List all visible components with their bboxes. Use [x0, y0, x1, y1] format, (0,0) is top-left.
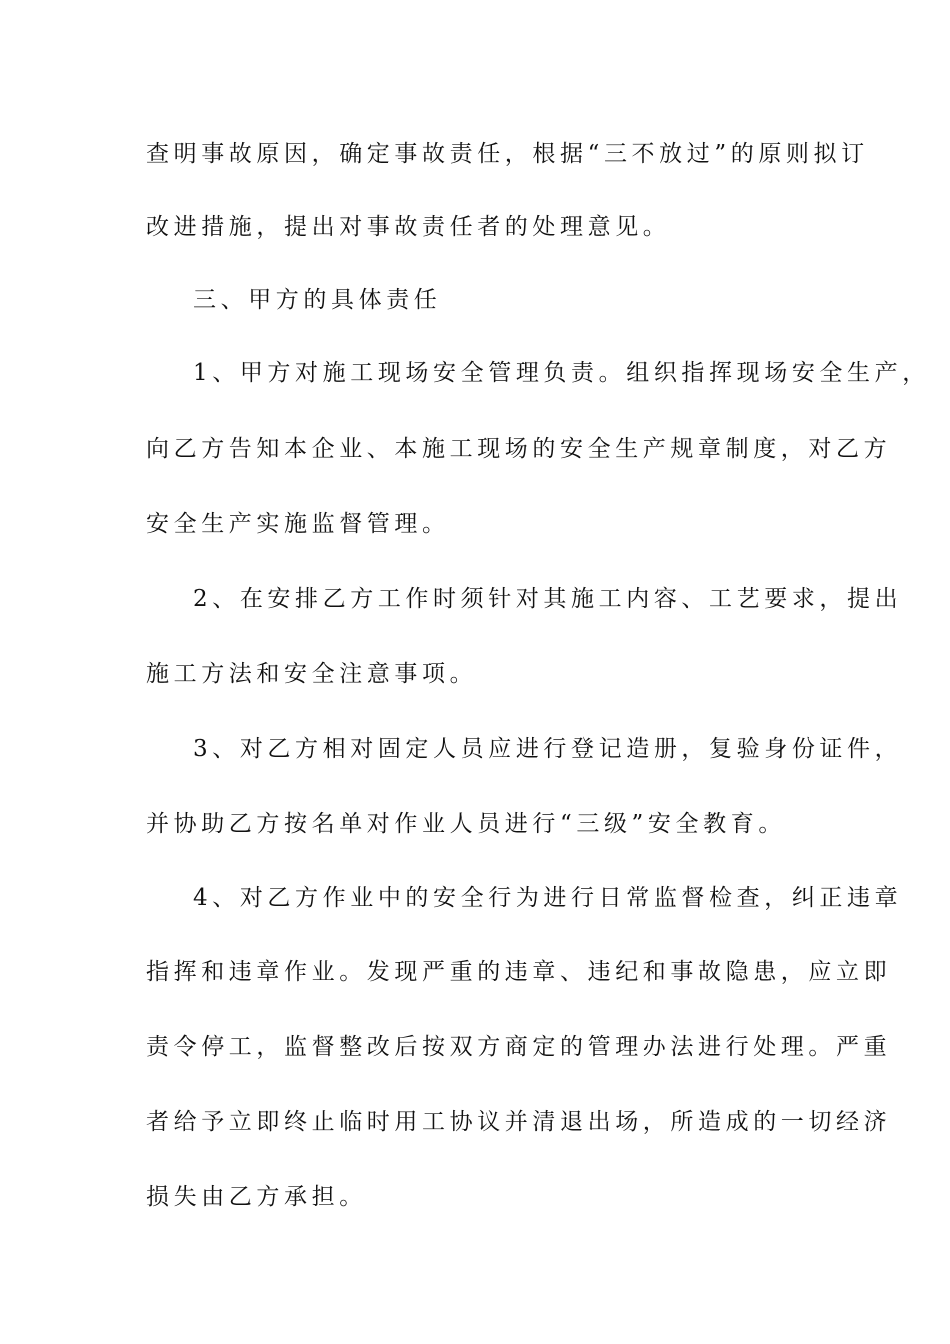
item-3-line-2: 并协助乙方按名单对作业人员进行“三级”安全教育。 — [146, 811, 786, 837]
item-1-line-2: 向乙方告知本企业、本施工现场的安全生产规章制度，对乙方 — [146, 436, 892, 462]
item-1-line-1: 1、甲方对施工现场安全管理负责。组织指挥现场安全生产， — [193, 360, 930, 386]
item-4-line-2: 指挥和违章作业。发现严重的违章、违纪和事故隐患，应立即 — [146, 959, 892, 985]
item-2-line-1: 2、在安排乙方工作时须针对其施工内容、工艺要求，提出 — [193, 586, 903, 612]
item-2-line-2: 施工方法和安全注意事项。 — [146, 661, 478, 687]
item-4-line-3: 责令停工，监督整改后按双方商定的管理办法进行处理。严重 — [146, 1034, 892, 1060]
section-heading: 三、甲方的具体责任 — [193, 287, 442, 313]
paragraph-continuation-line-1: 查明事故原因，确定事故责任，根据“三不放过”的原则拟订 — [146, 141, 869, 167]
item-1-line-3: 安全生产实施监督管理。 — [146, 511, 450, 537]
paragraph-continuation-line-2: 改进措施，提出对事故责任者的处理意见。 — [146, 214, 671, 240]
item-4-line-4: 者给予立即终止临时用工协议并清退出场，所造成的一切经济 — [146, 1109, 892, 1135]
item-4-line-1: 4、对乙方作业中的安全行为进行日常监督检查，纠正违章 — [193, 885, 903, 911]
item-3-line-1: 3、对乙方相对固定人员应进行登记造册，复验身份证件， — [193, 736, 903, 762]
item-4-line-5: 损失由乙方承担。 — [146, 1184, 367, 1210]
